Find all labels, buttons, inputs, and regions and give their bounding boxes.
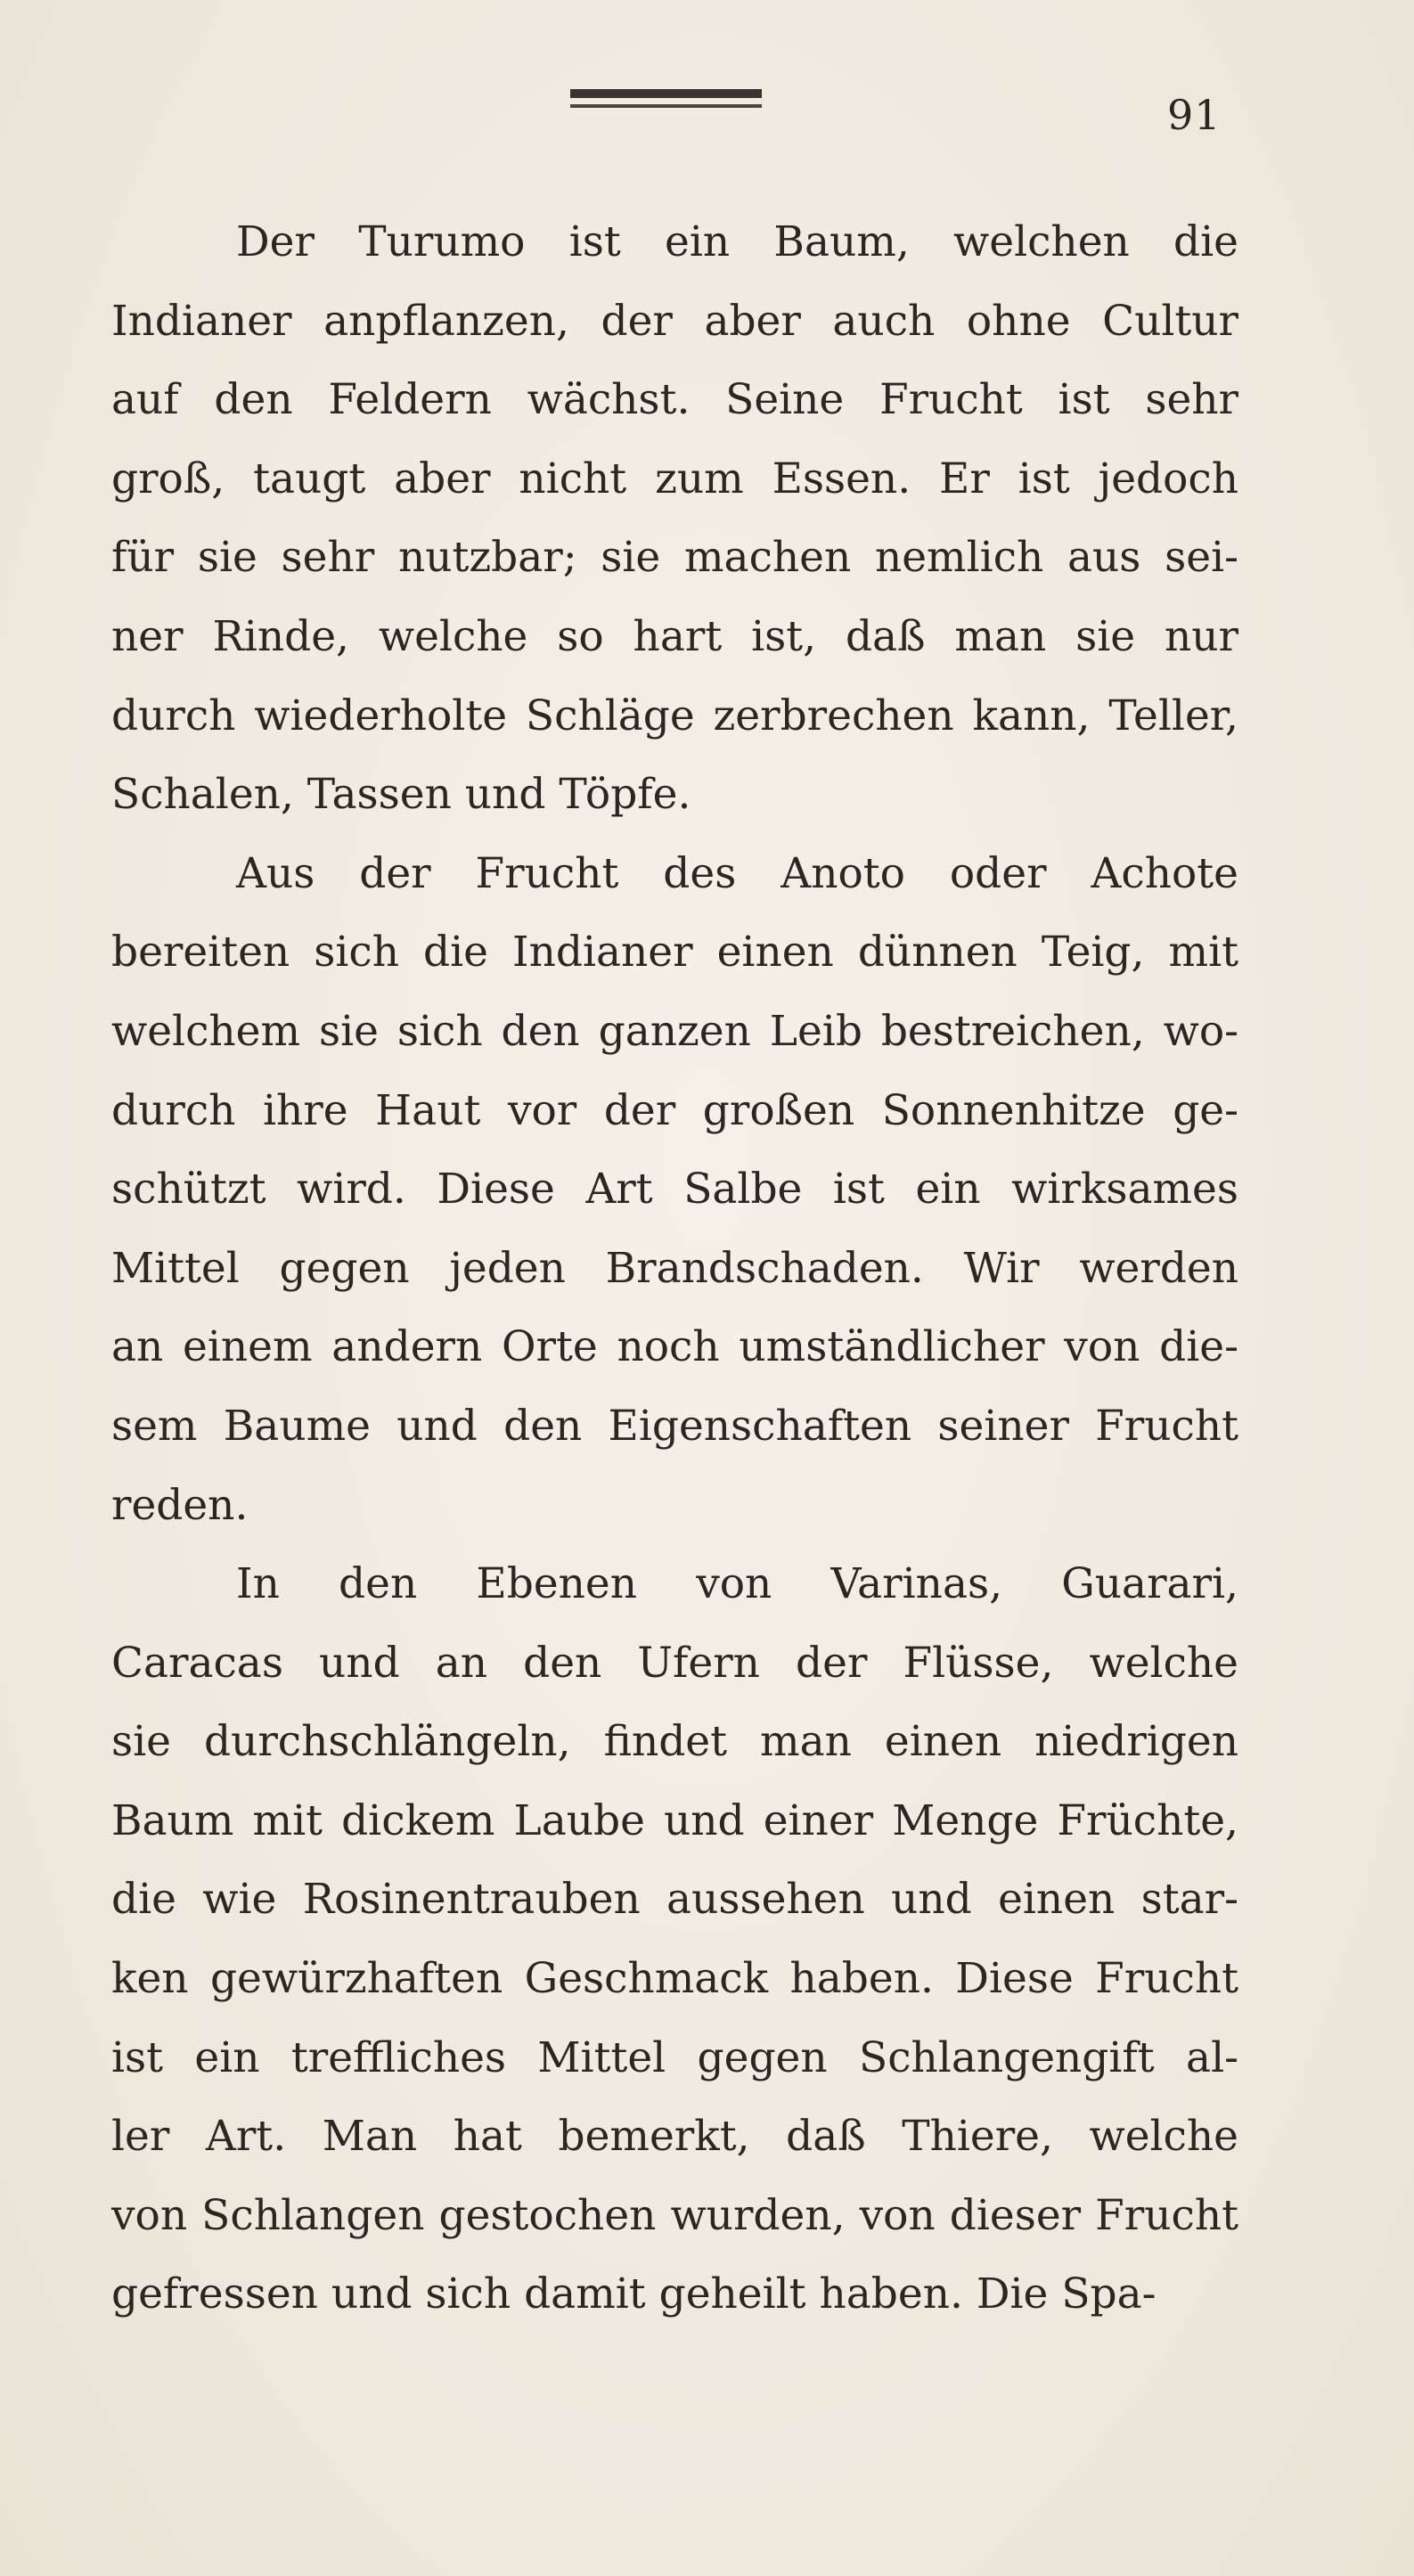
text-line: sem Baume und den Eigenschaften seiner Frucht bbox=[111, 1401, 1238, 1451]
text-line: durch ihre Haut vor der großen Sonnenhitze ge- bbox=[111, 1085, 1238, 1135]
body-text bbox=[111, 203, 1238, 2335]
text-line: ist ein treffliches Mittel gegen Schlangengift al- bbox=[111, 2032, 1238, 2082]
text-line: gefressen und sich damit geheilt haben. Die Spa- bbox=[111, 2269, 1157, 2319]
text-line: auf den Feldern wächst. Seine Frucht ist sehr bbox=[111, 375, 1238, 425]
text-line: von Schlangen gestochen wurden, von dieser Frucht bbox=[111, 2190, 1238, 2240]
text-line: ken gewürzhaften Geschmack haben. Diese Frucht bbox=[111, 1954, 1238, 2004]
paragraph-anoto bbox=[111, 835, 1238, 1545]
text-line: an einem andern Orte noch umständlicher von die- bbox=[111, 1322, 1238, 1372]
page-number: 91 bbox=[1167, 91, 1222, 139]
paragraph-turumo bbox=[111, 203, 1238, 835]
text-line: Der Turumo ist ein Baum, welchen die bbox=[236, 217, 1238, 266]
paragraph-varinas bbox=[111, 1545, 1238, 2335]
text-line: die wie Rosinentrauben aussehen und einen star- bbox=[111, 1875, 1238, 1925]
text-line: bereiten sich die Indianer einen dünnen Teig, mit bbox=[111, 928, 1238, 977]
text-line: schützt wird. Diese Art Salbe ist ein wirksames bbox=[111, 1165, 1238, 1214]
text-line: In den Ebenen von Varinas, Guarari, bbox=[236, 1559, 1238, 1609]
text-line: Mittel gegen jeden Brandschaden. Wir werden bbox=[111, 1243, 1238, 1293]
header-rule bbox=[570, 89, 762, 112]
text-line: groß, taugt aber nicht zum Essen. Er ist jedoch bbox=[111, 454, 1238, 503]
text-line: Indianer anpflanzen, der aber auch ohne Cultur bbox=[111, 296, 1238, 346]
text-line: durch wiederholte Schläge zerbrechen kann, Teller, bbox=[111, 691, 1238, 740]
text-line: Aus der Frucht des Anoto oder Achote bbox=[236, 848, 1238, 898]
header-rule-thick bbox=[570, 89, 762, 98]
text-line: Schalen, Tassen und Töpfe. bbox=[111, 770, 691, 820]
header-rule-thin bbox=[570, 104, 762, 108]
text-line: ner Rinde, welche so hart ist, daß man sie nur bbox=[111, 611, 1238, 661]
text-line: ler Art. Man hat bemerkt, daß Thiere, welche bbox=[111, 2112, 1238, 2162]
text-line: reden. bbox=[111, 1480, 249, 1530]
text-line: für sie sehr nutzbar; sie machen nemlich aus sei- bbox=[111, 533, 1238, 583]
text-line: sie durchschlängeln, findet man einen niedrigen bbox=[111, 1717, 1238, 1767]
text-line: welchem sie sich den ganzen Leib bestreichen, wo- bbox=[111, 1006, 1238, 1056]
text-line: Baum mit dickem Laube und einer Menge Früchte, bbox=[111, 1795, 1238, 1845]
text-line: Caracas und an den Ufern der Flüsse, welche bbox=[111, 1638, 1238, 1688]
